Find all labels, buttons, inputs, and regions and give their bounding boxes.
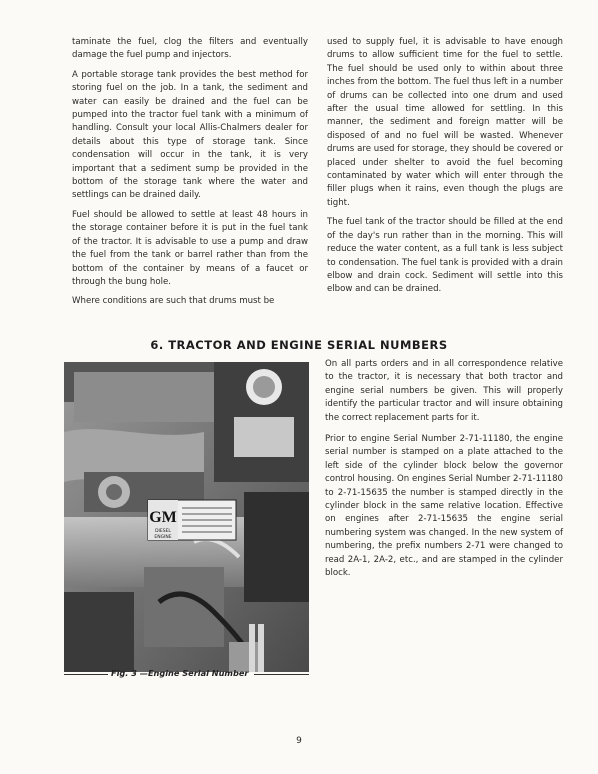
gm-logo: GM [149, 509, 177, 526]
paragraph: taminate the fuel, clog the filters and eventually damage the fuel pump and injectors. [72, 37, 308, 61]
section-heading: 6. TRACTOR AND ENGINE SERIAL NUMBERS [150, 338, 448, 352]
caption-rule-left [64, 674, 108, 675]
caption-rule-right [254, 674, 309, 675]
paragraph: A portable storage tank provides the best method for storing fuel on the job. In a tank, the sediment and water can easily be drained and the fuel can be pumped into the tractor fuel tank with a minimum of handling. Consult your local Allis-Chalmers dealer for details about this type of storage tank. Since condensation will occur in the tank, it is very important that a sediment sump be provided in the bottom of the storage tank where the water and settlings can be drained daily. [72, 69, 308, 201]
lower-right-text-column [325, 358, 563, 589]
caption-text: Fig. 3 —Engine Serial Number [111, 668, 249, 678]
page-number: 9 [296, 736, 302, 746]
paragraph: The fuel tank of the tractor should be filled at the end of the day's run rather than in the morning. This will reduce the water content, as a full tank is less subject to condensation. The fuel tank is provided with a drain elbow and drain cock. Sediment will settle into this elbow and can be drained. [327, 217, 563, 295]
serial-plate [148, 500, 236, 540]
paragraph: used to supply fuel, it is advisable to have enough drums to allow sufficient time for the fuel to settle. The fuel should be used only to within about three inches from the bottom. The fuel thus left in a number of drums can be collected into one drum and used after the usual time allowed for settling. In this manner, the sediment and foreign matter will be disposed of and no fuel will be wasted. Whenever drums are used for storage, they should be covered or placed under shelter to avoid the fuel becoming contaminated by water which will enter through the filler plugs when it rains, even though the plugs are tight. [327, 37, 563, 208]
left-text-column [72, 36, 308, 315]
paragraph: Fuel should be allowed to settle at least 48 hours in the storage container before it is put in the fuel tank of the tractor. It is advisable to use a pump and draw the fuel from the tank or barrel rather than from the bottom of the container by means of a faucet or through the bung hole. [72, 209, 308, 287]
engine-photo [64, 362, 309, 672]
paragraph: Prior to engine Serial Number 2-71-11180, the engine serial number is stamped on a plate attached to the left side of the cylinder block below the governor control housing. On engines Serial Number 2-71-11180 to 2-71-15635 the number is stamped directly in the cylinder block in the same relative location. Effective on engines after 2-71-15635 the engine serial numbering system was changed. In the new system of numbering, the prefix numbers 2-71 were changed to read 2A-1, 2A-2, etc., and are stamped in the cylinder block. [325, 434, 563, 579]
right-text-column [327, 36, 563, 303]
figure-caption [64, 668, 309, 680]
plate-diesel-text: DIESEL [155, 529, 171, 534]
engine-photo-illustration [64, 362, 309, 672]
plate-engine-text: ENGINE [154, 535, 172, 540]
paragraph: On all parts orders and in all correspondence relative to the tractor, it is necessary that both tractor and engine serial numbers be given. This will properly identify the particular tractor and will insure obtaining the correct replacement parts for it. [325, 359, 563, 423]
paragraph: Where conditions are such that drums must be [72, 296, 275, 307]
